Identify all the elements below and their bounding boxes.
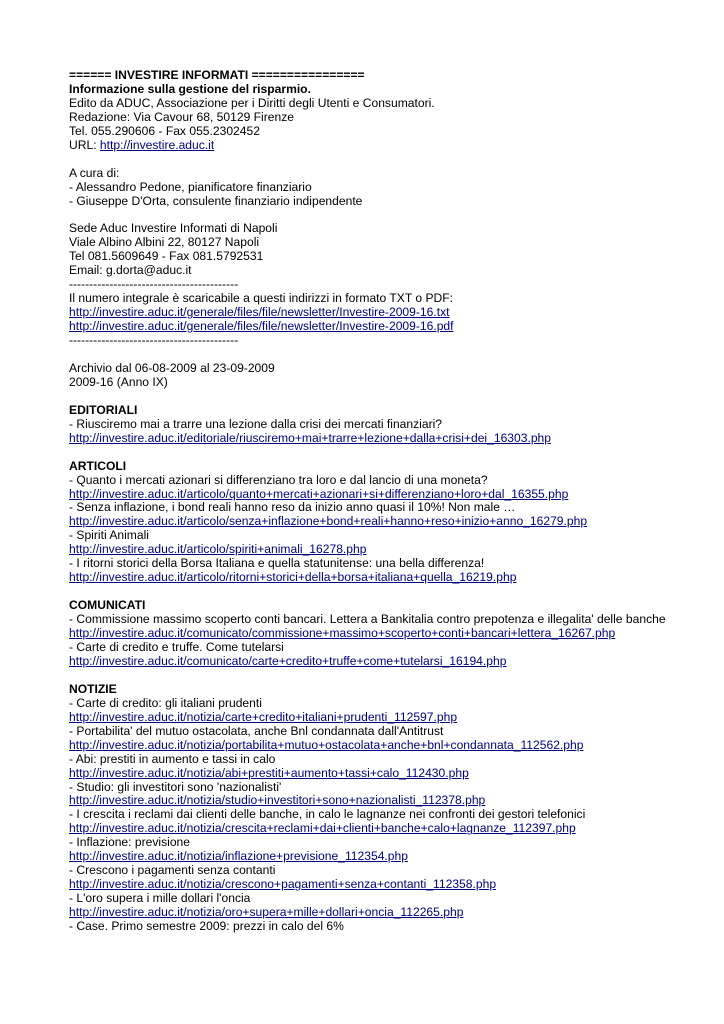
article-link[interactable]: http://investire.aduc.it/articolo/quanto+mercati+azionari+si+differenziano+loro+dal_16355.php — [69, 486, 569, 501]
office-name: Sede Aduc Investire Informati di Napoli — [69, 221, 278, 236]
url-label: URL: — [69, 137, 100, 152]
news-title: - L'oro supera i mille dollari l'oncia — [69, 891, 251, 906]
article-link[interactable]: http://investire.aduc.it/comunicato/carte+credito+truffe+come+tutelarsi_16194.php — [69, 653, 507, 668]
section-heading-notizie: NOTIZIE — [69, 681, 117, 696]
pdf-download-link[interactable]: http://investire.aduc.it/generale/files/file/newsletter/Investire-2009-16.pdf — [69, 319, 454, 334]
article-title: - Commissione massimo scoperto conti bancari. Lettera a Bankitalia contro prepotenza e illegalita' delle banche — [69, 612, 666, 627]
news-title: - Carte di credito: gli italiani prudenti — [69, 695, 262, 710]
news-link[interactable]: http://investire.aduc.it/notizia/carte+credito+italiani+prudenti_112597.php — [69, 709, 458, 724]
download-text: Il numero integrale è scaricabile a questi indirizzi in formato TXT o PDF: — [69, 291, 454, 306]
office-phone: Tel 081.5609649 - Fax 081.5792531 — [69, 249, 264, 264]
article-title: - Spiriti Animali — [69, 528, 149, 543]
article-title: - Carte di credito e truffe. Come tutelarsi — [69, 639, 284, 654]
news-title: - Case. Primo semestre 2009: prezzi in calo del 6% — [69, 919, 344, 934]
office-email: Email: g.dorta@aduc.it — [69, 263, 192, 278]
editorial-address: Redazione: Via Cavour 68, 50129 Firenze — [69, 109, 294, 124]
curator-item: - Giuseppe D'Orta, consulente finanziario indipendente — [69, 193, 363, 208]
news-link[interactable]: http://investire.aduc.it/notizia/oro+supera+mille+dollari+oncia_112265.php — [69, 905, 464, 920]
news-link[interactable]: http://investire.aduc.it/notizia/crescono+pagamenti+senza+contanti_112358.php — [69, 877, 497, 892]
banner-title: ====== INVESTIRE INFORMATI ================ — [69, 68, 365, 82]
news-link[interactable]: http://investire.aduc.it/notizia/abi+prestiti+aumento+tassi+calo_112430.php — [69, 765, 469, 780]
news-title: - Portabilita' del mutuo ostacolata, anche Bnl condannata dall'Antitrust — [69, 723, 444, 738]
newsletter-document — [69, 69, 669, 934]
archive-range: Archivio dal 06-08-2009 al 23-09-2009 — [69, 360, 275, 375]
txt-download-link[interactable]: http://investire.aduc.it/generale/files/file/newsletter/Investire-2009-16.txt — [69, 305, 450, 320]
curator-item: - Alessandro Pedone, pianificatore finanziario — [69, 179, 312, 194]
article-title: - Riusciremo mai a trarre una lezione dalla crisi dei mercati finanziari? — [69, 416, 443, 431]
news-title: - I crescita i reclami dai clienti delle banche, in calo le lagnanze nei confronti dei gestori telefonici — [69, 807, 586, 822]
article-title: - I ritorni storici della Borsa Italiana e quella statunitense: una bella differenza! — [69, 556, 485, 571]
article-link[interactable]: http://investire.aduc.it/articolo/senza+inflazione+bond+reali+hanno+reso+inizio+anno_16279.php — [69, 514, 588, 529]
site-link[interactable]: http://investire.aduc.it — [99, 137, 215, 152]
section-heading-articoli: ARTICOLI — [69, 458, 127, 473]
curators-heading: A cura di: — [69, 165, 120, 180]
phone-fax-line: Tel. 055.290606 - Fax 055.2302452 — [69, 123, 260, 138]
article-link[interactable]: http://investire.aduc.it/articolo/ritorni+storici+della+borsa+italiana+quella_16219.php — [69, 570, 517, 585]
article-link[interactable]: http://investire.aduc.it/editoriale/riusciremo+mai+trarre+lezione+dalla+crisi+dei_16303.php — [69, 430, 552, 445]
issue-number: 2009-16 (Anno IX) — [69, 374, 168, 389]
section-heading-editoriali: EDITORIALI — [69, 402, 138, 417]
separator: ------------------------------------------ — [69, 333, 239, 348]
newsletter-subtitle: Informazione sulla gestione del risparmio. — [69, 81, 311, 96]
section-heading-comunicati: COMUNICATI — [69, 598, 146, 613]
separator: ------------------------------------------ — [69, 277, 239, 292]
office-address: Viale Albino Albini 22, 80127 Napoli — [69, 235, 260, 250]
news-link[interactable]: http://investire.aduc.it/notizia/portabilita+mutuo+ostacolata+anche+bnl+condannata_112562.php — [69, 737, 584, 752]
news-title: - Crescono i pagamenti senza contanti — [69, 863, 276, 878]
news-link[interactable]: http://investire.aduc.it/notizia/crescita+reclami+dai+clienti+banche+calo+lagnanze_112397.php — [69, 821, 576, 836]
article-title: - Senza inflazione, i bond reali hanno reso da inizio anno quasi il 10%! Non male … — [69, 500, 516, 515]
news-link[interactable]: http://investire.aduc.it/notizia/studio+investitori+sono+nazionalisti_112378.php — [69, 793, 486, 808]
article-link[interactable]: http://investire.aduc.it/articolo/spiriti+animali_16278.php — [69, 542, 367, 557]
article-link[interactable]: http://investire.aduc.it/comunicato/commissione+massimo+scoperto+conti+bancari+lettera_16267.php — [69, 626, 616, 641]
news-title: - Abi: prestiti in aumento e tassi in calo — [69, 751, 276, 766]
news-link[interactable]: http://investire.aduc.it/notizia/inflazione+previsione_112354.php — [69, 849, 408, 864]
publisher-line: Edito da ADUC, Associazione per i Diritti degli Utenti e Consumatori. — [69, 95, 435, 110]
news-title: - Studio: gli investitori sono 'nazionalisti' — [69, 779, 282, 794]
news-title: - Inflazione: previsione — [69, 835, 191, 850]
article-title: - Quanto i mercati azionari si differenziano tra loro e dal lancio di una moneta? — [69, 472, 488, 487]
url-line — [69, 139, 669, 153]
